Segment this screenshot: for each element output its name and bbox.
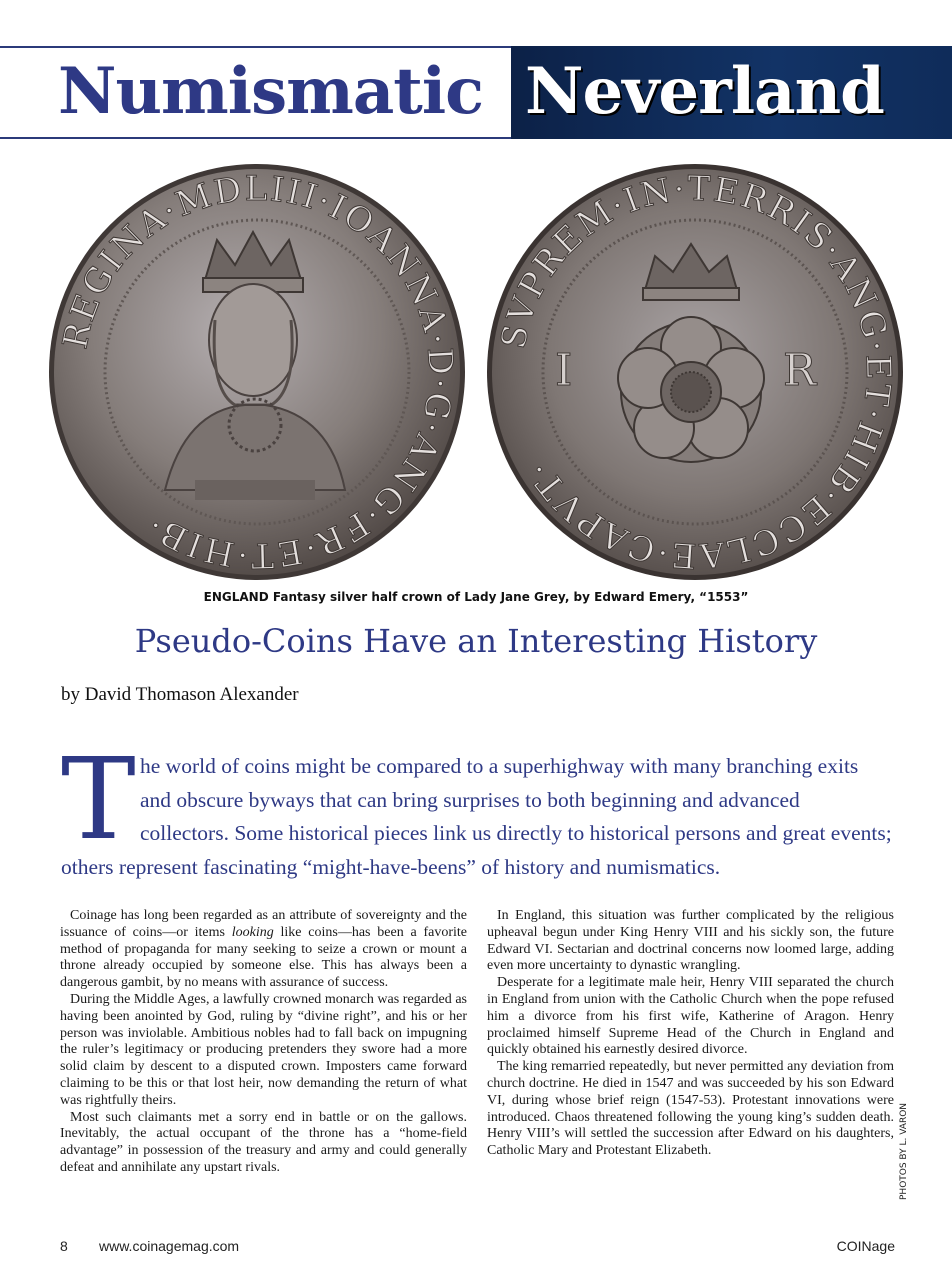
lead-paragraph (61, 735, 894, 879)
drop-cap: T (61, 735, 136, 865)
body-paragraph: The king remarried repeatedly, but never permitted any deviation from church doctrine. He died in 1547 and was succeeded by his son Edward VI, during whose brief reign (1547-53). Protestant innovations were introduced. Chaos threatened following the young king’s sudden death. Henry VIII’s will settled the succession after Edward on his daughters, Catholic Mary and Protestant Elizabeth. (487, 1059, 894, 1159)
masthead-banner (511, 46, 952, 139)
photo-credit: PHOTOS BY L. VARON (899, 1102, 909, 1200)
obverse-legend: REGINA·MDLIII·IOANNA·D·G·ANG·FR·ET·HIB· (55, 168, 461, 576)
body-paragraph: Desperate for a legitimate male heir, Henry VIII separated the church in England from union with the Catholic Church when the pope refused him a divorce from his first wife, Katherine of Aragon. Henry proclaimed himself Supreme Head of the Church in England and quickly obtained his earnestly desired divorce. (487, 975, 894, 1058)
footer-url[interactable]: www.coinagemag.com (99, 1238, 240, 1254)
masthead (0, 46, 952, 140)
lead-text (61, 735, 894, 884)
queen-portrait-icon (45, 160, 469, 584)
footer-magazine-name: COINage (836, 1238, 895, 1254)
masthead-rule-top (0, 46, 512, 48)
masthead-title-right: Neverland (525, 54, 884, 129)
reverse-letter-left: I (555, 345, 573, 396)
body-paragraph: During the Middle Ages, a lawfully crowned monarch was regarded as having been anointed by God, ruling by “divine right”, and his or her person was inviolable. Ambitious nobles had to fall back on impugning the ruler’s legitimacy or producing pretenders they swore had a more solid claim by descent to a disputed crown. Imposters came forward claiming to be this or that lost heir, now demanding the return of what was rightfully theirs. (60, 991, 467, 1108)
masthead-title-left: Numismatic (58, 54, 484, 129)
body-paragraph: In England, this situation was further complicated by the religious upheaval begun under King Henry VIII and his sickly son, the future Edward VI. Sectarian and doctrinal concerns now loomed large, adding even more uncertainty to dynastic wrangling. (487, 908, 894, 974)
tudor-rose-icon (483, 160, 907, 584)
reverse-letter-right: R (783, 345, 817, 396)
coin-obverse-photo (45, 160, 469, 584)
body-paragraph: Coinage has long been regarded as an attribute of sovereignty and the issuance of coins—or items looking like coins—has been a favorite method of propaganda for many seeking to seize a crown or mount a throne already occupied by someone else. This has always been a dangerous gambit, by no means with assurance of success. (60, 908, 467, 991)
body-column-right (487, 908, 894, 1160)
coin-reverse-photo (483, 160, 907, 584)
photo-caption: ENGLAND Fantasy silver half crown of Lady Jane Grey, by Edward Emery, “1553” (203, 590, 749, 604)
reverse-legend: SVPREM·IN·TERRIS·ANG·ET·HIB·ECCLAE·CAPVT· (493, 168, 899, 576)
body-column-left (60, 908, 467, 1177)
body-paragraph: Most such claimants met a sorry end in battle or on the gallows. Inevitably, the actual occupant of the throne has a “home-field advantage” in possession of the treasury and army and could generally defeat and annihilate any upstart rivals. (60, 1109, 467, 1175)
lead-text-body: he world of coins might be compared to a superhighway with many branching exits and obscure byways that can bring surprises to both beginning and advanced collectors. Some historical pieces link us directly to historical persons and great events; others represent fascinating “might-have-beens” of history and numismatics. (61, 754, 892, 879)
masthead-rule-bottom (0, 137, 512, 139)
article-headline: Pseudo-Coins Have an Interesting History (134, 622, 818, 660)
byline: by David Thomason Alexander (61, 684, 299, 705)
page-number: 8 (60, 1238, 68, 1254)
